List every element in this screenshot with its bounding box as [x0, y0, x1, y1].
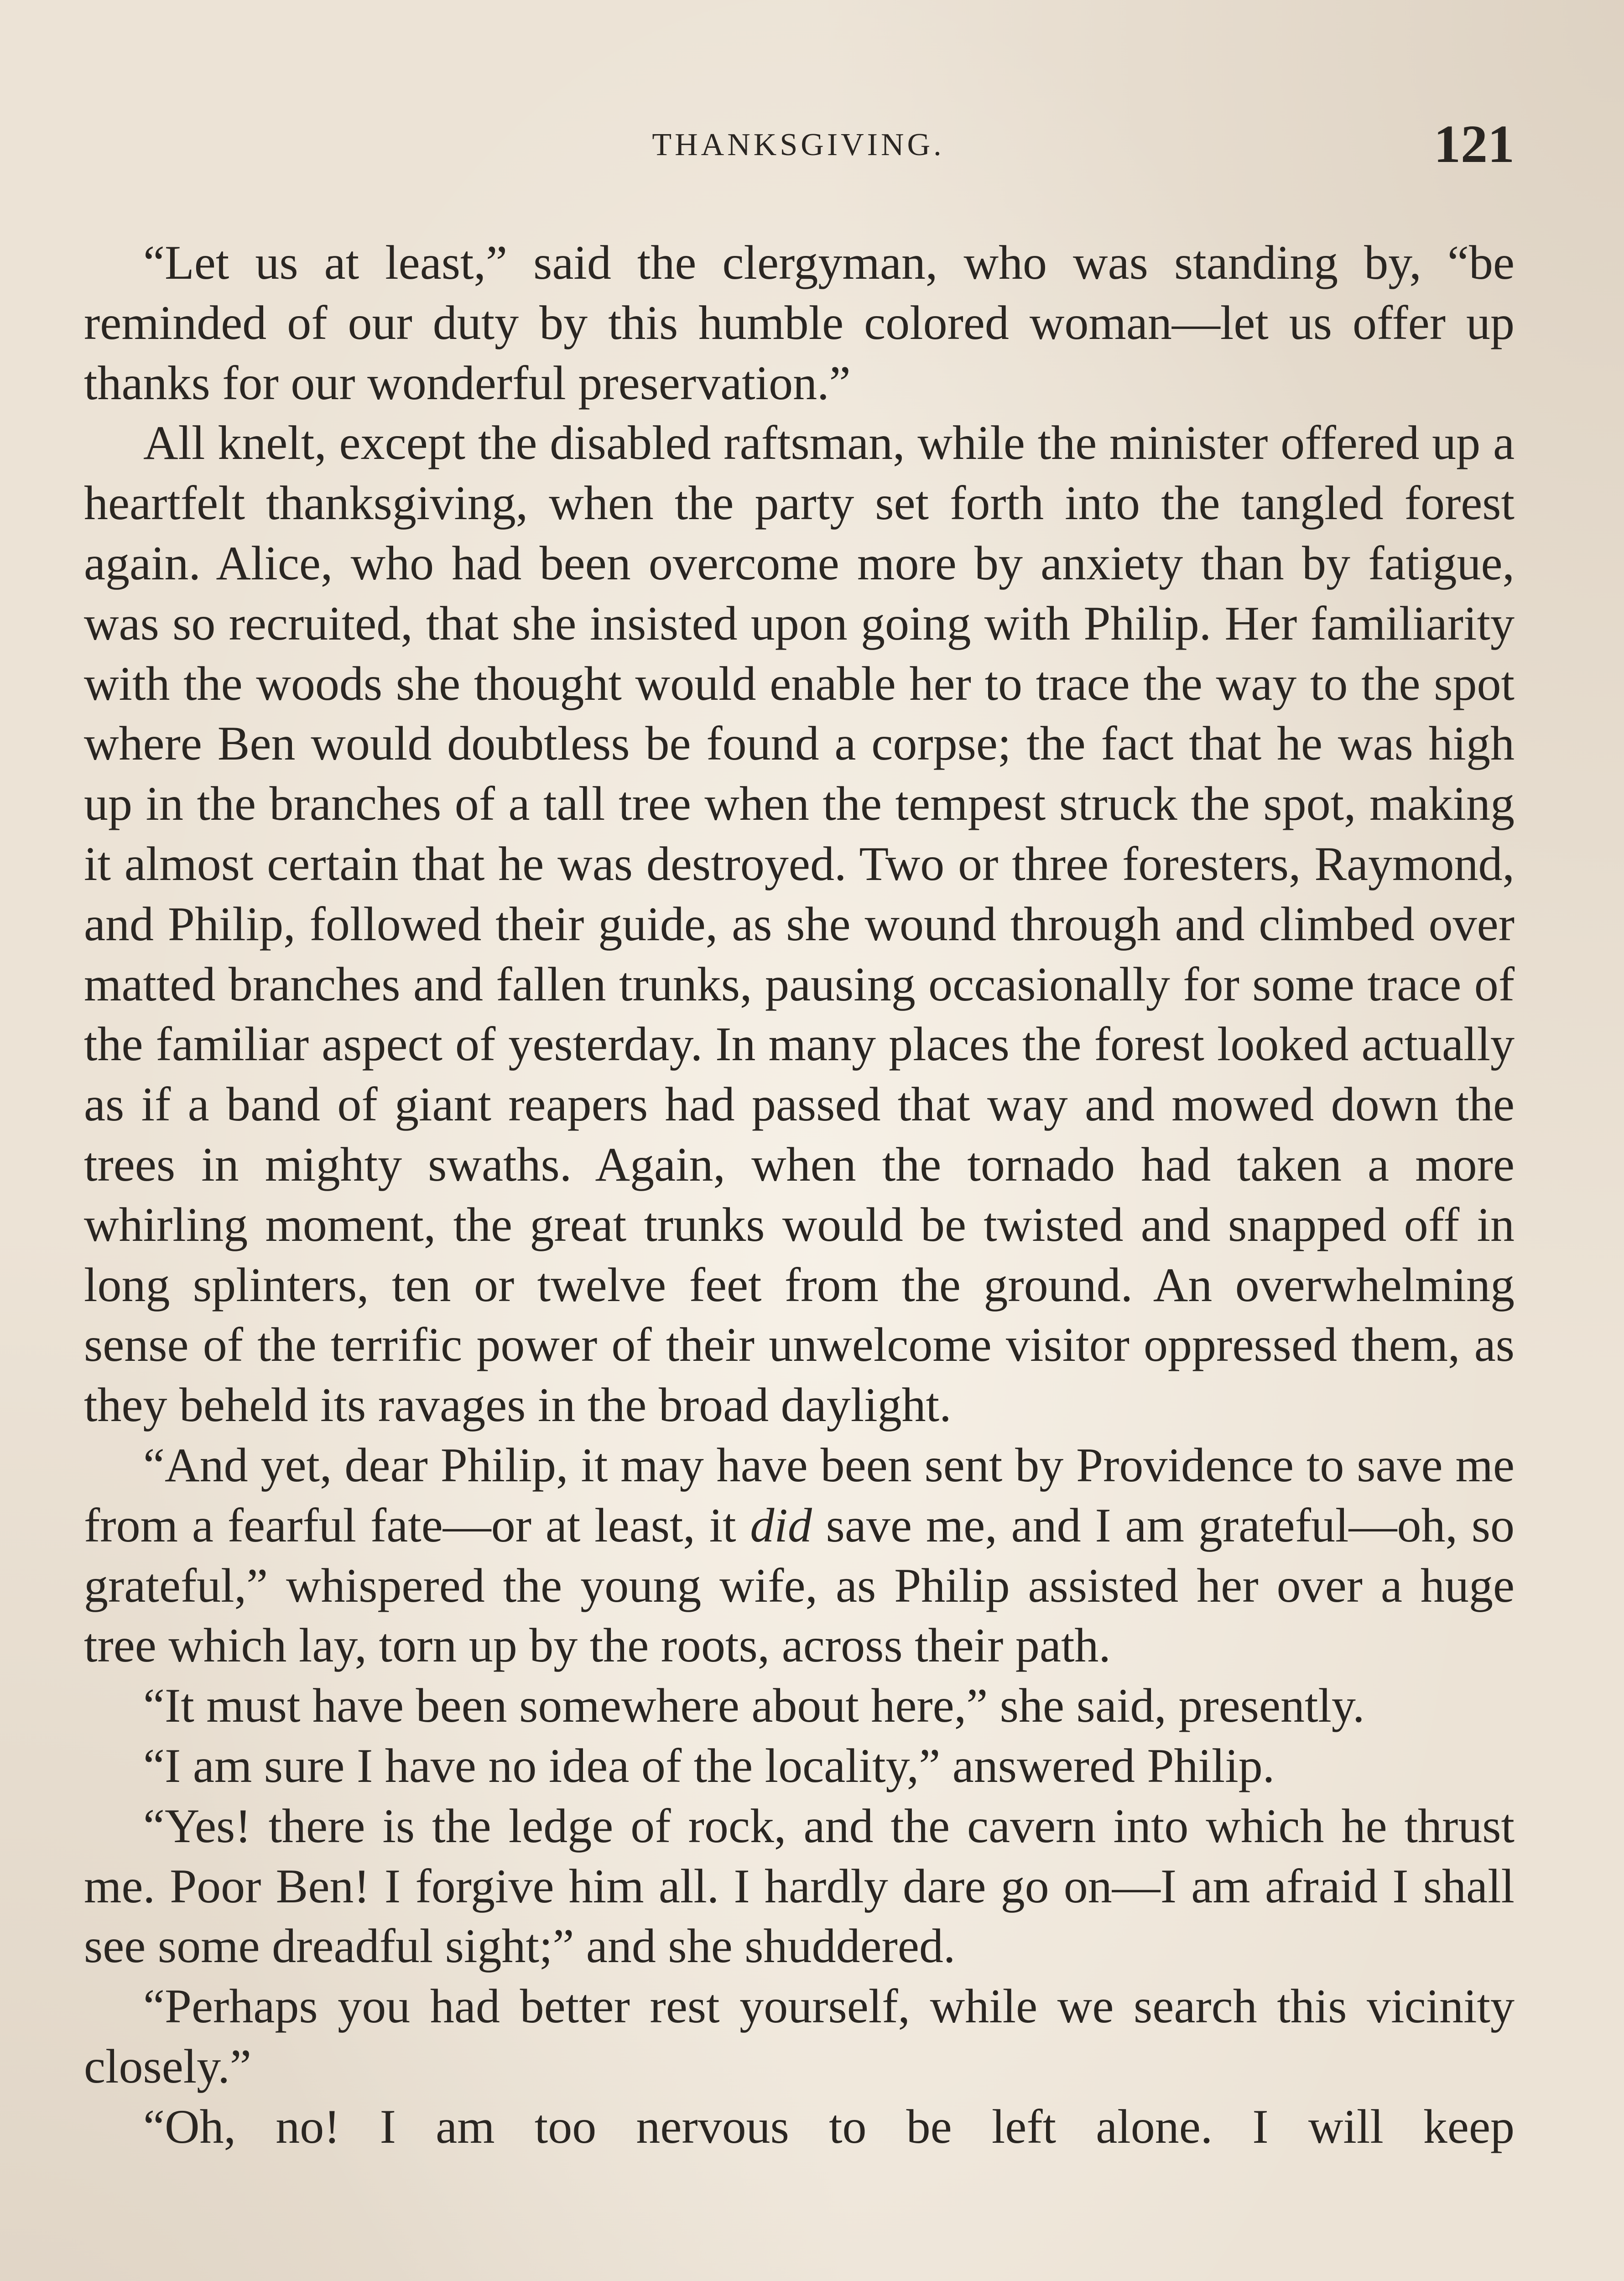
paragraph: “Perhaps you had better rest yourself, while we search this vicinity closely.”	[84, 1979, 1515, 2093]
paragraph-last: “Oh, no! I am too nervous to be left alone. I will keep	[143, 2099, 1515, 2153]
italic-emphasis: did	[750, 1498, 812, 1552]
body-text	[84, 233, 1515, 2157]
page-number: 121	[1434, 114, 1515, 174]
running-title: THANKSGIVING.	[652, 127, 945, 162]
paragraph: “It must have been somewhere about here,” she said, presently.	[143, 1679, 1365, 1733]
paragraph: All knelt, except the disabled raftsman, while the minister offered up a heartfelt thanksgiving, when the party set forth into the tangled forest again. Alice, who had been overcome more by anxiety than by fatigue, was so recruited, that she insisted upon going with Philip. Her familiarity with the woods she thought would enable her to trace the way to the spot where Ben would doubtless be found a corpse; the fact that he was high up in the branches of a tall tree when the tempest struck the spot, making it almost certain that he was destroyed. Two or three foresters, Raymond, and Philip, followed their guide, as she wound through and climbed over matted branches and fallen trunks, pausing occasionally for some trace of the familiar aspect of yesterday. In many places the forest looked actually as if a band of giant reapers had passed that way and mowed down the trees in mighty swaths. Again, when the tornado had taken a more whirling moment, the great trunks would be twisted and snapped off in long splinters, ten or twelve feet from the ground. An overwhelming sense of the terrific power of their unwelcome visitor oppressed them, as they beheld its ravages in the broad daylight.	[84, 416, 1515, 1432]
paragraph: “Let us at least,” said the clergyman, who was standing by, “be reminded of our duty by this humble colored woman—let us offer up thanks for our wonderful preservation.”	[84, 236, 1515, 410]
paragraph: “And yet, dear Philip, it may have been sent by Providence to save me from a fearful fate—or at least, it did save me, and I am grateful—oh, so grateful,” whispered the young wife, as Philip assisted her over a huge tree which lay, torn up by the roots, across their path.	[84, 1438, 1515, 1672]
paragraph: “I am sure I have no idea of the locality,” answered Philip.	[143, 1739, 1275, 1792]
paragraph: “Yes! there is the ledge of rock, and the cavern into which he thrust me. Poor Ben! I forgive him all. I hardly dare go on—I am afraid I shall see some dreadful sight;” and she shuddered.	[84, 1799, 1515, 1973]
running-head	[82, 113, 1515, 172]
